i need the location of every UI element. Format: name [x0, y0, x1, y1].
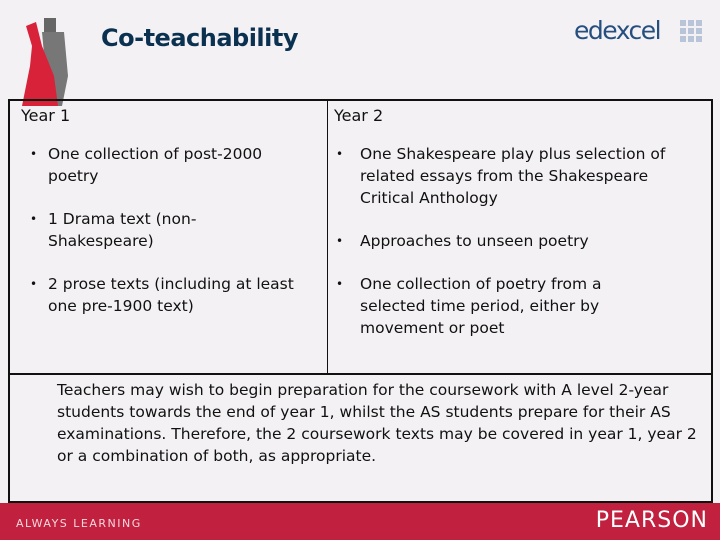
bullet: •: [30, 147, 38, 161]
column-divider: [327, 101, 328, 375]
edexcel-grid-icon: [680, 20, 702, 42]
co-teaching-table: [8, 99, 713, 503]
year2-item: Approaches to unseen poetry: [360, 232, 589, 250]
bullet: •: [30, 212, 38, 226]
bullet: •: [30, 277, 38, 291]
year1-item: One collection of post-2000 poetry: [48, 145, 263, 185]
bullet: •: [336, 277, 344, 291]
footer-tagline: ALWAYS LEARNING: [16, 517, 142, 530]
year1-item: 2 prose texts (including at least one pre-1900 text): [48, 275, 294, 315]
pearson-logo: PEARSON: [595, 508, 708, 533]
footer-bar: [0, 503, 720, 540]
year1-item: 1 Drama text (non-Shakespeare): [48, 210, 197, 250]
year2-item: One collection of poetry from a selected time period, either by movement or poet: [360, 275, 602, 337]
year2-item: One Shakespeare play plus selection of related essays from the Shakespeare Critical Anthology: [360, 145, 666, 207]
bullet: •: [336, 147, 344, 161]
coursework-note: Teachers may wish to begin preparation for the coursework with A level 2-year students towards the end of year 1, whilst the AS students prepare for their AS examinations. Therefore, the 2 coursework texts may be covered in year 1, year 2 or a combination of both, as appropriate.: [57, 381, 697, 465]
year1-heading: Year 1: [21, 106, 71, 125]
row-divider: [10, 373, 711, 375]
bullet: •: [336, 234, 344, 248]
dancers-logo-icon: [14, 16, 84, 106]
page-title: Co-teachability: [101, 24, 298, 52]
year2-heading: Year 2: [334, 106, 384, 125]
edexcel-logo: edexcel: [574, 16, 661, 45]
